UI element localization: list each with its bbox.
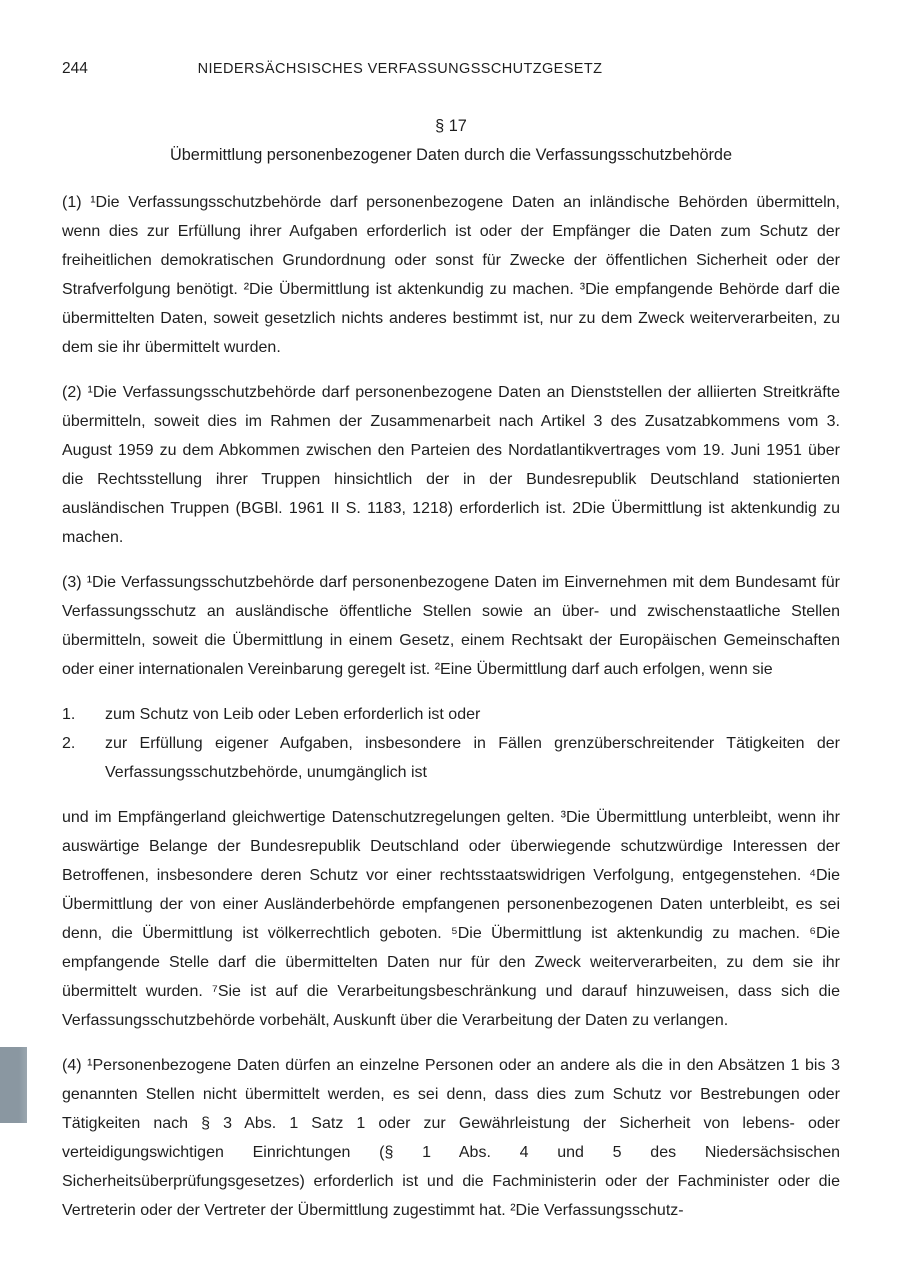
list-item — [62, 729, 840, 787]
paragraph-4: (4) ¹Personenbezogene Daten dürfen an einzelne Personen oder an andere als die in den Absätzen 1 bis 3 genannten Stellen nicht übermittelt werden, es sei denn, dass dies zum Schutz vor Bestrebungen oder Tätigkeiten nach § 3 Abs. 1 Satz 1 oder zur Gewährleistung der Sicherheit von lebens- oder verteidigungswichtigen Einrichtungen (§ 1 Abs. 4 und 5 des Niedersächsischen Sicherheitsüberprüfungsgesetzes) erforderlich ist und die Fachministerin oder der Fachminister oder die Vertreterin oder der Vertreter der Übermittlung zugestimmt hat. ²Die Verfassungsschutz- — [62, 1057, 840, 1219]
paragraph-3-continuation: und im Empfängerland gleichwertige Datenschutzregelungen gelten. ³Die Übermittlung unterbleibt, wenn ihr auswärtige Belange der Bundesrepublik Deutschland oder überwiegende schutzwürdige Interessen der Betroffenen, insbesondere deren Schutz vor einer rechtsstaatswidrigen Verfolgung, entgegenstehen. ⁴Die Übermittlung der von einer Ausländerbehörde empfangenen personenbezogenen Daten unterbleibt, es sei denn, die Übermittlung ist völkerrechtlich geboten. ⁵Die Übermittlung ist aktenkundig zu machen. ⁶Die empfangende Stelle darf die übermittelten Daten nur für den Zweck weiterverarbeiten, zu dem sie ihr übermittelt wurden. ⁷Sie ist auf die Verarbeitungsbeschränkung und darauf hinzuweisen, dass sich die Verfassungsschutzbehörde vorbehält, Auskunft über die Verarbeitung der Daten zu verlangen. — [62, 809, 840, 1029]
paragraph-2: (2) ¹Die Verfassungsschutzbehörde darf personenbezogene Daten an Dienststellen der alliierten Streitkräfte übermitteln, soweit dies im Rahmen der Zusammenarbeit nach Artikel 3 des Zusatzabkommens vom 3. August 1959 zu dem Abkommen zwischen den Parteien des Nordatlantikvertrages vom 19. Juni 1951 über die Rechtsstellung ihrer Truppen hinsichtlich der in der Bundesrepublik Deutschland stationierten ausländischen Truppen (BGBl. 1961 II S. 1183, 1218) erforderlich ist. 2Die Übermittlung ist aktenkundig zu machen. — [62, 384, 840, 546]
list-item-marker: 1. — [62, 706, 76, 723]
enumeration-list — [62, 700, 840, 787]
section-heading — [62, 112, 840, 170]
running-title: NIEDERSÄCHSISCHES VERFASSUNGSSCHUTZGESETZ — [197, 61, 603, 77]
page-number: 244 — [62, 60, 88, 77]
section-number: § 17 — [435, 117, 467, 135]
text-column — [62, 112, 840, 1241]
list-item — [62, 700, 840, 729]
section-title: Übermittlung personenbezogener Daten durch die Verfassungsschutzbehörde — [169, 146, 733, 164]
paragraph-3-intro: (3) ¹Die Verfassungsschutzbehörde darf personenbezogene Daten im Einvernehmen mit dem Bundesamt für Verfassungsschutz an ausländische öffentliche Stellen sowie an über- und zwischenstaatliche Stellen übermitteln, soweit die Übermittlung in einem Gesetz, einem Rechtsakt der Europäischen Gemeinschaften oder einer internationalen Vereinbarung geregelt ist. ²Eine Übermittlung darf auch erfolgen, wenn sie — [62, 574, 840, 678]
running-header — [0, 60, 900, 82]
list-item-text: zur Erfüllung eigener Aufgaben, insbesondere in Fällen grenzüberschreitender Tätigkeiten der Verfassungsschutzbehörde, unumgänglich ist — [105, 735, 840, 781]
paragraph-1: (1) ¹Die Verfassungsschutzbehörde darf personenbezogene Daten an inländische Behörden übermitteln, wenn dies zur Erfüllung ihrer Aufgaben erforderlich ist oder der Empfänger die Daten zum Schutz der freiheitlichen demokratischen Grundordnung oder sonst für Zwecke der öffentlichen Sicherheit oder der Strafverfolgung benötigt. ²Die Übermittlung ist aktenkundig zu machen. ³Die empfangende Behörde darf die übermittelten Daten, soweit gesetzlich nichts anderes bestimmt ist, nur zu dem Zweck weiterverarbeiten, zu dem sie ihr übermittelt wurden. — [62, 194, 840, 356]
thumb-index-tab — [0, 1047, 27, 1123]
list-item-text: zum Schutz von Leib oder Leben erforderlich ist oder — [105, 706, 481, 723]
list-item-marker: 2. — [62, 735, 76, 752]
